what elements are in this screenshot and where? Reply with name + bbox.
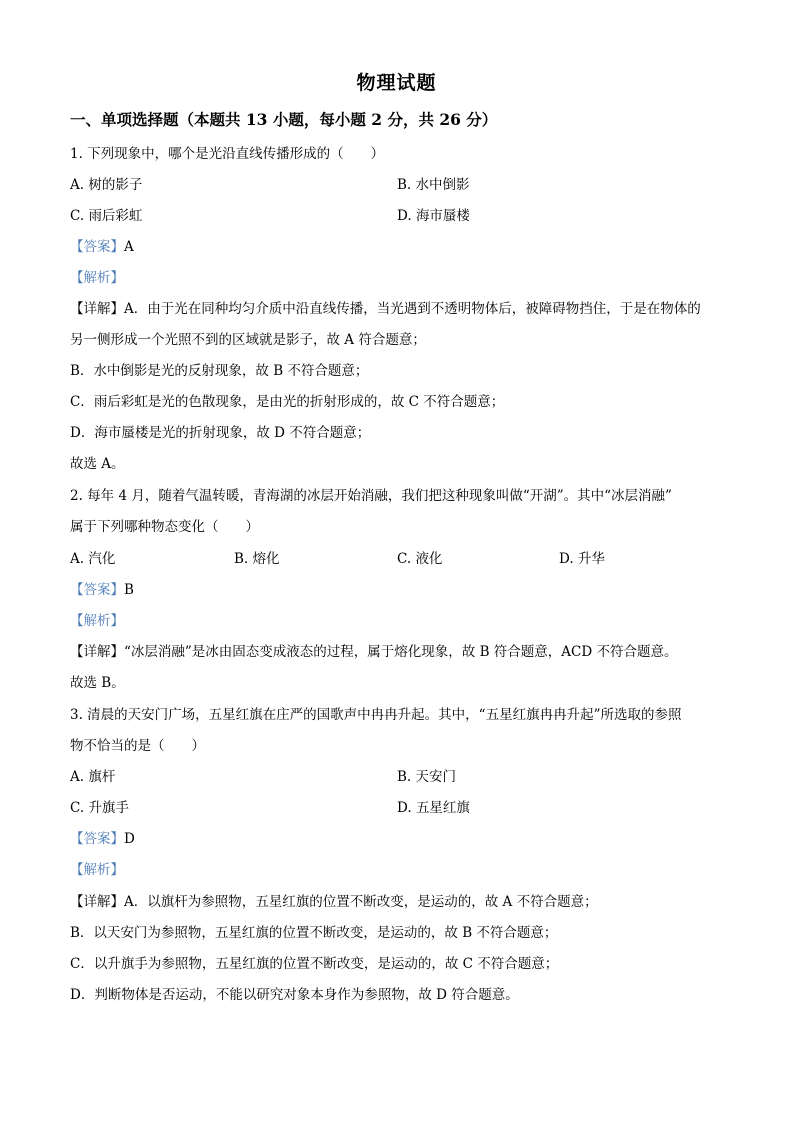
page-title: 物理试题 xyxy=(356,72,437,94)
question-2-answer: 【答案】B xyxy=(70,582,134,598)
question-3-stem: 3. 清晨的天安门广场，五星红旗在庄严的国歌声中冉冉升起。其中，“五星红旗冉冉升起”所选取的参照 xyxy=(70,707,682,723)
question-2-analysis-label: 【解析】 xyxy=(70,613,124,629)
question-1-option-c: C. 雨后彩虹 xyxy=(70,208,143,224)
question-1-option-a: A. 树的影子 xyxy=(70,177,143,193)
question-3-detail-line: B．以天安门为参照物，五星红旗的位置不断改变，是运动的，故 B 不符合题意； xyxy=(70,925,558,941)
question-1-option-d: D. 海市蜃楼 xyxy=(397,208,470,224)
question-3-option-b: B. 天安门 xyxy=(397,769,457,785)
question-3-stem: 物不恰当的是（ ） xyxy=(70,738,205,754)
question-1-option-b: B. 水中倒影 xyxy=(397,177,470,193)
question-3-detail-line: D．判断物体是否运动，不能以研究对象本身作为参照物，故 D 符合题意。 xyxy=(70,987,519,1003)
question-2-option-b: B. 熔化 xyxy=(234,551,280,567)
question-1-analysis-label: 【解析】 xyxy=(70,270,124,286)
question-1-detail-line: C．雨后彩虹是光的色散现象，是由光的折射形成的，故 C 不符合题意； xyxy=(70,394,505,410)
question-3-detail-line: C．以升旗手为参照物，五星红旗的位置不断改变，是运动的，故 C 不符合题意； xyxy=(70,956,559,972)
question-1-detail-line: D．海市蜃楼是光的折射现象，故 D 不符合题意； xyxy=(70,425,371,441)
question-1-detail-line: B．水中倒影是光的反射现象，故 B 不符合题意； xyxy=(70,363,369,379)
question-3-option-a: A. 旗杆 xyxy=(70,769,116,785)
question-2-option-c: C. 液化 xyxy=(397,551,443,567)
question-3-detail-line: 【详解】A．以旗杆为参照物，五星红旗的位置不断改变，是运动的，故 A 不符合题意； xyxy=(70,894,598,910)
question-2-option-d: D. 升华 xyxy=(559,551,605,567)
question-1-detail-line: 另一侧形成一个光照不到的区域就是影子，故 A 符合题意； xyxy=(70,332,426,348)
question-1-answer: 【答案】A xyxy=(70,239,134,255)
question-2-stem: 2. 每年 4 月，随着气温转暖，青海湖的冰层开始消融，我们把这种现象叫做“开湖”。其中“冰层消融” xyxy=(70,488,672,504)
question-2-detail-line: 【详解】“冰层消融”是冰由固态变成液态的过程，属于熔化现象，故 B 符合题意，ACD 不符合题意。 xyxy=(70,644,678,660)
section-heading: 一、单项选择题（本题共 13 小题，每小题 2 分，共 26 分） xyxy=(70,110,498,129)
question-1-stem: 1. 下列现象中，哪个是光沿直线传播形成的（ ） xyxy=(70,146,385,162)
question-1-conclusion: 故选 A。 xyxy=(70,456,125,472)
question-3-option-d: D. 五星红旗 xyxy=(397,800,470,816)
question-2-stem: 属于下列哪种物态变化（ ） xyxy=(70,519,259,535)
question-3-option-c: C. 升旗手 xyxy=(70,800,129,816)
question-3-analysis-label: 【解析】 xyxy=(70,862,124,878)
question-2-option-a: A. 汽化 xyxy=(70,551,116,567)
question-1-detail-line: 【详解】A．由于光在同种均匀介质中沿直线传播，当光遇到不透明物体后，被障碍物挡住，于是在物体的 xyxy=(70,301,701,317)
question-2-conclusion: 故选 B。 xyxy=(70,675,125,691)
question-3-answer: 【答案】D xyxy=(70,831,135,847)
